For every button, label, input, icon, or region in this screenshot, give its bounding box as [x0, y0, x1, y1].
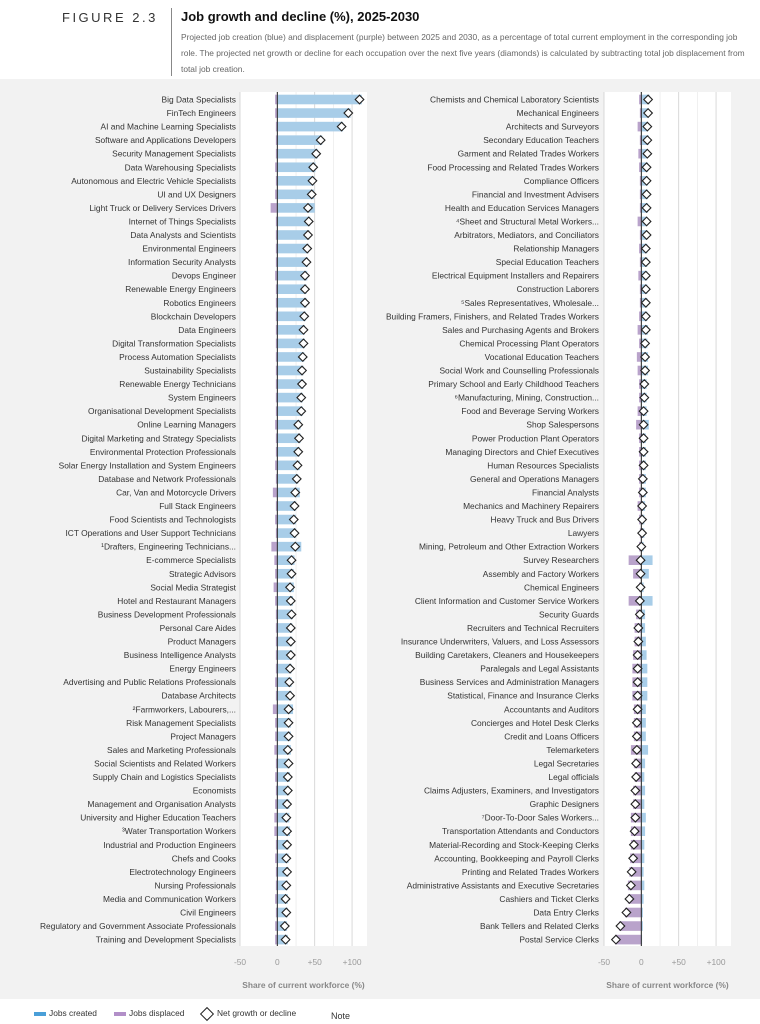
decline-category-label: Sales and Purchasing Agents and Brokers: [442, 324, 599, 335]
decline-category-label: Graphic Designers: [529, 799, 599, 810]
decline-bar-created: [641, 786, 645, 796]
growth-category-label: Media and Communication Workers: [103, 893, 236, 904]
decline-category-label: Human Resources Specialists: [487, 460, 599, 471]
decline-category-label: ⁴Sheet and Structural Metal Workers...: [455, 216, 599, 227]
growth-category-label: Database and Network Professionals: [98, 473, 236, 484]
growth-bar-created: [277, 95, 361, 105]
growth-category-label: Data Analysts and Scientists: [130, 230, 236, 240]
decline-bar-created: [641, 813, 645, 823]
growth-category-label: Personal Care Aides: [159, 622, 236, 633]
decline-category-label: Claims Adjusters, Examiners, and Investigators: [423, 785, 599, 796]
legend-jobs-displaced: [114, 1008, 184, 1018]
growth-category-label: Business Intelligence Analysts: [123, 650, 236, 661]
growth-category-label: Devops Engineer: [171, 270, 236, 281]
legend-diamond-icon: [200, 1007, 214, 1021]
growth-category-label: ³Water Transportation Workers: [121, 826, 236, 837]
legend-net-growth: [202, 1008, 296, 1019]
decline-category-label: Social Work and Counselling Professionals: [439, 365, 599, 376]
decline-category-label: Special Education Teachers: [495, 257, 599, 268]
decline-bar-displaced: [638, 122, 642, 132]
decline-category-label: Lawyers: [567, 528, 599, 539]
decline-category-label: Vocational Education Teachers: [484, 351, 599, 362]
growth-category-label: Strategic Advisors: [168, 568, 236, 579]
growth-category-label: Data Warehousing Specialists: [124, 162, 236, 173]
growth-bar-created: [277, 122, 343, 132]
decline-bar-created: [641, 718, 645, 728]
growth-bar-created: [277, 135, 322, 145]
growth-category-label: Economists: [192, 785, 236, 796]
growth-category-label: Environmental Engineers: [142, 243, 236, 254]
growth-category-label: Food Scientists and Technologists: [109, 514, 236, 525]
decline-bar-created: [641, 745, 648, 755]
decline-tick-label: -50: [597, 957, 611, 967]
growth-category-label: FinTech Engineers: [166, 108, 236, 119]
growth-category-label: Database Architects: [161, 690, 236, 701]
decline-category-label: Paralegals and Legal Assistants: [480, 663, 599, 674]
growth-category-label: Full Stack Engineers: [159, 501, 236, 511]
decline-category-label: ⁵Sales Representatives, Wholesale...: [460, 297, 599, 308]
decline-category-label: ⁷Door-To-Door Sales Workers...: [481, 812, 599, 823]
decline-category-label: Legal officials: [548, 772, 599, 782]
decline-category-label: Bank Tellers and Related Clerks: [479, 921, 599, 932]
growth-category-label: Project Managers: [170, 731, 236, 742]
decline-category-label: Building Caretakers, Cleaners and Housekeepers: [415, 650, 599, 661]
growth-category-label: Data Engineers: [178, 324, 236, 335]
growth-category-label: Business Development Professionals: [97, 609, 236, 620]
decline-category-label: Financial and Investment Advisers: [471, 189, 599, 200]
decline-bar-created: [641, 732, 645, 742]
decline-category-label: Mechanics and Machinery Repairers: [463, 501, 599, 511]
growth-category-label: Environmental Protection Professionals: [89, 446, 236, 457]
decline-category-label: Data Entry Clerks: [533, 907, 599, 918]
legend-jobs-created: [34, 1008, 97, 1018]
growth-category-label: Electrotechnology Engineers: [129, 866, 236, 877]
decline-category-label: Primary School and Early Childhood Teachers: [428, 379, 599, 390]
growth-tick-label: 0: [275, 957, 280, 967]
growth-category-label: Renewable Energy Engineers: [125, 284, 236, 295]
decline-tick-label: +100: [706, 957, 726, 967]
growth-category-label: Digital Marketing and Strategy Specialists: [81, 433, 236, 444]
decline-bar-displaced: [638, 217, 642, 227]
growth-category-label: Risk Management Specialists: [126, 717, 236, 728]
decline-plot-area: [604, 92, 731, 946]
growth-category-label: Product Managers: [167, 636, 236, 647]
growth-tick-label: -50: [233, 957, 247, 967]
growth-category-label: Car, Van and Motorcycle Drivers: [116, 487, 236, 498]
decline-category-label: Architects and Surveyors: [505, 121, 599, 132]
growth-bar-displaced: [274, 583, 278, 593]
decline-category-label: Financial Analysts: [531, 487, 599, 498]
growth-category-label: Hotel and Restaurant Managers: [117, 595, 236, 606]
growth-category-label: AI and Machine Learning Specialists: [100, 121, 236, 132]
growth-category-label: ¹Drafters, Engineering Technicians...: [101, 541, 236, 552]
decline-category-label: Chemical Processing Plant Operators: [459, 338, 599, 349]
legend-created-swatch: [34, 1012, 46, 1016]
decline-category-label: Construction Laborers: [516, 284, 599, 295]
growth-category-label: Management and Organisation Analysts: [87, 799, 236, 810]
decline-category-label: Garment and Related Trades Workers: [457, 148, 599, 159]
decline-category-label: Health and Education Services Managers: [444, 202, 599, 213]
growth-category-label: Energy Engineers: [169, 663, 236, 674]
growth-tick-label: +50: [307, 957, 322, 967]
growth-category-label: Supply Chain and Logistics Specialists: [92, 772, 236, 782]
decline-category-label: Secondary Education Teachers: [483, 135, 599, 146]
decline-category-label: Administrative Assistants and Executive Secretaries: [406, 880, 599, 891]
growth-category-label: Nursing Professionals: [154, 880, 236, 891]
decline-category-label: Arbitrators, Mediators, and Conciliators: [454, 230, 599, 240]
chart-title: Job growth and decline (%), 2025-2030: [181, 9, 420, 24]
growth-category-label: Organisational Development Specialists: [87, 406, 236, 417]
decline-bar-created: [641, 826, 645, 836]
growth-category-label: Process Automation Specialists: [119, 351, 236, 362]
growth-category-label: Blockchain Developers: [150, 311, 236, 322]
growth-category-label: Social Scientists and Related Workers: [94, 758, 236, 769]
growth-category-label: Advertising and Public Relations Professionals: [63, 677, 236, 688]
growth-category-label: Solar Energy Installation and System Engineers: [58, 460, 236, 471]
growth-category-label: Security Management Specialists: [112, 148, 236, 159]
decline-category-label: Credit and Loans Officers: [504, 731, 599, 742]
decline-category-label: Chemists and Chemical Laboratory Scientists: [430, 94, 599, 105]
decline-category-label: Cashiers and Ticket Clerks: [499, 893, 599, 904]
growth-category-label: Sustainability Specialists: [144, 365, 236, 376]
growth-category-label: Industrial and Production Engineers: [103, 839, 236, 850]
decline-category-label: Chemical Engineers: [524, 582, 599, 593]
growth-category-label: ²Farmworkers, Labourers,...: [132, 704, 236, 715]
growth-category-label: Social Media Strategist: [150, 582, 236, 593]
decline-category-label: Managing Directors and Chief Executives: [445, 446, 599, 457]
growth-category-label: E-commerce Specialists: [146, 555, 236, 566]
decline-category-label: Assembly and Factory Workers: [482, 568, 599, 579]
decline-panel: [386, 92, 731, 990]
decline-category-label: Security Guards: [538, 609, 599, 620]
decline-tick-label: 0: [639, 957, 644, 967]
growth-category-label: UI and UX Designers: [157, 189, 236, 200]
growth-category-label: Civil Engineers: [180, 907, 236, 918]
decline-category-label: Insurance Underwriters, Valuers, and Loss Assessors: [400, 636, 599, 647]
decline-x-axis-title: Share of current workforce (%): [606, 980, 729, 990]
decline-category-label: Relationship Managers: [513, 243, 599, 254]
decline-category-label: Food Processing and Related Trades Workers: [427, 162, 599, 173]
growth-category-label: ICT Operations and User Support Technicians: [65, 528, 236, 539]
decline-category-label: ⁶Manufacturing, Mining, Construction...: [454, 392, 599, 403]
decline-category-label: Material-Recording and Stock-Keeping Clerks: [429, 839, 599, 850]
decline-category-label: Client Information and Customer Service Workers: [414, 595, 599, 606]
growth-category-label: Light Truck or Delivery Services Drivers: [89, 202, 236, 213]
growth-bar-displaced: [273, 488, 277, 498]
growth-x-axis-title: Share of current workforce (%): [242, 980, 365, 990]
decline-category-label: Accounting, Bookkeeping and Payroll Clerks: [434, 853, 599, 864]
legend-net-label: Net growth or decline: [217, 1008, 297, 1018]
decline-category-label: Building Framers, Finishers, and Related Trades Workers: [385, 311, 599, 322]
growth-category-label: Chefs and Cooks: [171, 853, 236, 864]
growth-category-label: Training and Development Specialists: [95, 934, 236, 945]
decline-category-label: Business Services and Administration Managers: [419, 677, 599, 688]
decline-tick-label: +50: [671, 957, 686, 967]
legend-displaced-label: Jobs displaced: [129, 1008, 185, 1018]
growth-category-label: Online Learning Managers: [137, 419, 236, 430]
decline-category-label: Recruiters and Technical Recruiters: [466, 622, 599, 633]
growth-bar-displaced: [271, 542, 277, 552]
figure-label: FIGURE 2.3: [62, 10, 158, 25]
decline-category-label: Printing and Related Trades Workers: [461, 866, 599, 877]
legend-displaced-swatch: [114, 1012, 126, 1016]
chart-subtitle: Projected job creation (blue) and displacement (purple) between 2025 and 2030, as a percentage of total current employment in the corresponding job role. The projected net growth or decline for each occupation over the next five years (diamonds) is calculated by subtracting total job displacement from total job creation.: [181, 32, 745, 74]
legend-created-label: Jobs created: [49, 1008, 97, 1018]
note-label: Note: [331, 1011, 351, 1021]
decline-category-label: Accountants and Auditors: [504, 704, 599, 715]
growth-category-label: Autonomous and Electric Vehicle Specialists: [71, 175, 236, 186]
growth-category-label: Big Data Specialists: [161, 94, 236, 105]
growth-panel: [40, 92, 367, 990]
growth-category-label: Software and Applications Developers: [94, 135, 236, 146]
growth-bar-displaced: [273, 704, 277, 714]
decline-category-label: Concierges and Hotel Desk Clerks: [470, 717, 599, 728]
decline-category-label: Mining, Petroleum and Other Extraction Workers: [419, 541, 599, 552]
growth-category-label: Internet of Things Specialists: [128, 216, 236, 227]
decline-category-label: Survey Researchers: [523, 555, 599, 566]
growth-category-label: Robotics Engineers: [163, 297, 236, 308]
decline-category-label: General and Operations Managers: [470, 473, 599, 484]
growth-bar-displaced: [271, 203, 278, 213]
growth-category-label: Information Security Analysts: [128, 257, 236, 268]
decline-category-label: Statistical, Finance and Insurance Clerks: [447, 690, 599, 701]
decline-category-label: Shop Salespersons: [526, 419, 599, 430]
decline-category-label: Legal Secretaries: [533, 758, 599, 769]
growth-category-label: Regulatory and Government Associate Professionals: [40, 921, 236, 932]
decline-category-label: Telemarketers: [546, 744, 599, 755]
growth-category-label: Digital Transformation Specialists: [112, 338, 236, 349]
decline-bar-created: [641, 759, 645, 769]
decline-category-label: Heavy Truck and Bus Drivers: [490, 514, 599, 525]
growth-tick-label: +100: [342, 957, 362, 967]
growth-category-label: Renewable Energy Technicians: [119, 379, 236, 390]
decline-category-label: Electrical Equipment Installers and Repairers: [431, 270, 599, 281]
decline-category-label: Mechanical Engineers: [516, 108, 599, 119]
decline-category-label: Food and Beverage Serving Workers: [461, 406, 599, 417]
decline-category-label: Postal Service Clerks: [519, 934, 599, 945]
decline-category-label: Power Production Plant Operators: [471, 433, 599, 444]
growth-category-label: System Engineers: [168, 392, 236, 403]
decline-category-label: Compliance Officers: [523, 175, 599, 186]
growth-category-label: Sales and Marketing Professionals: [107, 744, 236, 755]
decline-category-label: Transportation Attendants and Conductors: [441, 826, 599, 837]
growth-category-label: University and Higher Education Teachers: [80, 812, 236, 823]
growth-bar-created: [277, 108, 350, 118]
